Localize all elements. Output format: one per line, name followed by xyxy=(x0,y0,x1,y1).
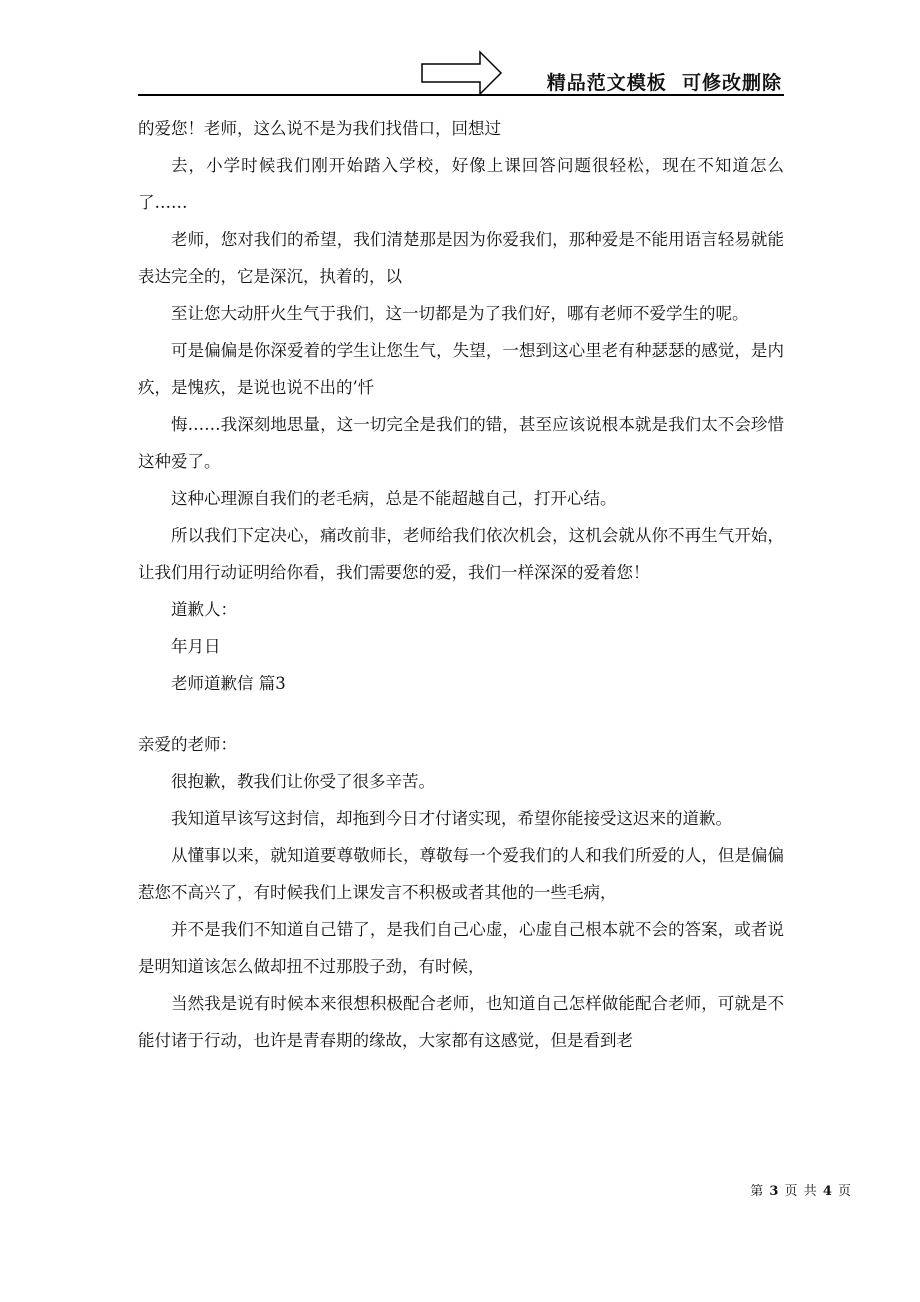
page-number xyxy=(750,1180,852,1199)
paragraph-13: 当然我是说有时候本来很想积极配合老师，也知道自己怎样做能配合老师，可就是不能付诸于行动，也许是青春期的缘故，大家都有这感觉，但是看到老 xyxy=(138,994,784,1050)
arrow-right-outline-icon xyxy=(421,50,503,96)
paragraph-2: 去，小学时候我们刚开始踏入学校，好像上课回答问题很轻松，现在不知道怎么了…… xyxy=(138,156,784,212)
paragraph-12: 并不是我们不知道自己错了，是我们自己心虚，心虚自己根本就不会的答案，或者说是明知道该怎么做却扭不过那股子劲，有时候， xyxy=(138,920,784,976)
paragraph-11: 从懂事以来，就知道要尊敬师长，尊敬每一个爱我们的人和我们所爱的人，但是偏偏惹您不高兴了，有时候我们上课发言不积极或者其他的一些毛病， xyxy=(138,846,784,902)
header-title: 精品范文模板 可修改删除 xyxy=(546,72,782,94)
spacer xyxy=(138,702,784,726)
date-line: 年月日 xyxy=(171,637,221,656)
paragraph-4: 至让您大动肝火生气于我们，这一切都是为了我们好，哪有老师不爱学生的呢。 xyxy=(171,304,749,323)
page-header xyxy=(138,50,784,96)
header-divider xyxy=(138,94,784,96)
current-page: 3 xyxy=(769,1184,780,1199)
document-body xyxy=(138,110,784,1059)
page-middle: 页 共 xyxy=(779,1184,823,1199)
paragraph-6: 悔……我深刻地思量，这一切完全是我们的错，甚至应该说根本就是我们太不会珍惜这种爱了。 xyxy=(138,415,784,471)
paragraph-5: 可是偏偏是你深爱着的学生让您生气，失望，一想到这心里老有种瑟瑟的感觉，是内疚，是愧疚，是说也说不出的’忏 xyxy=(138,341,784,397)
paragraph-7: 这种心理源自我们的老毛病，总是不能超越自己，打开心结。 xyxy=(171,489,617,508)
paragraph-8: 所以我们下定决心，痛改前非，老师给我们依次机会，这机会就从你不再生气开始，让我们用行动证明给你看，我们需要您的爱，我们一样深深的爱着您！ xyxy=(138,526,784,582)
signature-label: 道歉人： xyxy=(171,600,237,619)
paragraph-3: 老师，您对我们的希望，我们清楚那是因为你爱我们，那种爱是不能用语言轻易就能表达完全的，它是深沉，执着的，以 xyxy=(138,230,784,286)
page-prefix: 第 xyxy=(750,1184,770,1199)
total-pages: 4 xyxy=(822,1184,833,1199)
salutation: 亲爱的老师： xyxy=(138,735,237,754)
section-title: 老师道歉信 篇3 xyxy=(171,674,286,693)
paragraph-10: 我知道早该写这封信，却拖到今日才付诸实现，希望你能接受这迟来的道歉。 xyxy=(171,809,732,828)
paragraph-1: 的爱您！老师，这么说不是为我们找借口，回想过 xyxy=(138,119,501,138)
page-suffix: 页 xyxy=(832,1184,852,1199)
paragraph-9: 很抱歉，教我们让你受了很多辛苦。 xyxy=(171,772,435,791)
